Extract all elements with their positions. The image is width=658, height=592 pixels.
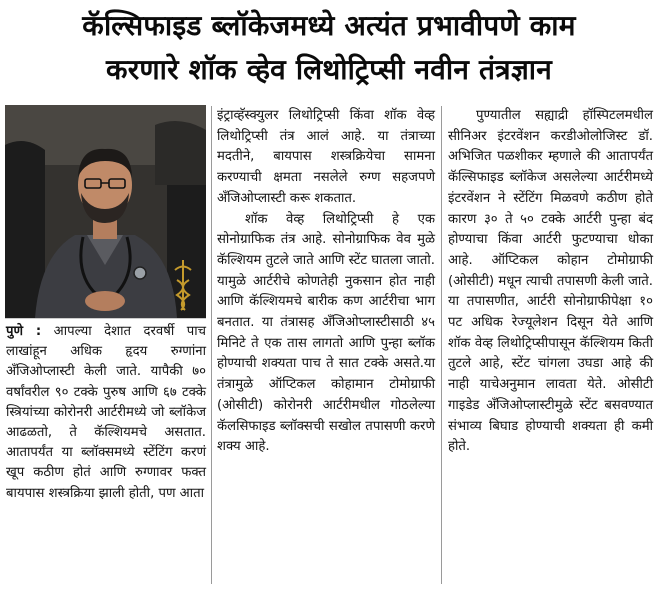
column-middle-paragraph-2: शॉक वेव्ह लिथोट्रिप्सी हे एक सोनोग्राफिक तंत्र आहे. सोनोग्राफिक वेव मुळे कॅल्शियम तुटले जाते आणि स्टेंट घातला जातो. यामुळे आर्टरीचे कोणतेही नुकसान होत नाही आणि कॅल्शियमचे बारीक कण आर्टरीचा भाग बनतात. या तंत्रासह अँजिओप्लास्टीसाठी ४५ मिनिटे ते एक तास लागतो आणि पुन्हा ब्लॉक होण्याची शक्यता पाच ते सात टक्के असते.या तंत्रामुळे ऑप्टिकल कोहामान टोमोग्राफी (ओसीटी) कोरोनरी आर्टरीमधील गोठलेल्या कॅलसिफाइड ब्लॉक्सची सखोल तपासणी करणे शक्य आहे. [217, 211, 435, 455]
dateline: पुणे : [6, 324, 42, 339]
column-left-paragraph [6, 322, 206, 504]
doctor-photo [5, 105, 206, 319]
column-middle-paragraph-1: इंट्राव्हॅस्क्युलर लिथोट्रिप्सी किंवा शॉक वेव्ह लिथोट्रिप्सी तंत्र आलं आहे. या तंत्राच्या मदतीने, बायपास शस्त्रक्रियेचा सामना करण्याची क्षमता नसलेले रुग्ण सहजपणे अँजिओप्लास्टी करू शकतात. [217, 108, 435, 206]
headline [6, 4, 652, 96]
column-divider [211, 106, 212, 584]
column-right-paragraph-1: पुण्यातील सह्याद्री हॉस्पिटलमधील सीनिअर इंटरवेंशन करडीओलोजिस्ट डॉ. अभिजित पळशीकर म्हणाले की आतापर्यंत कॅल्सिफाइड ब्लॉकेज असलेल्या आर्टरीमध्ये इंटरवेंशन ने स्टेंटिंग मिळवणे कठीण होते कारण ३० ते ५० टक्के आर्टरी पुन्हा बंद होण्याचा किंवा आर्टरी फुटण्याचा धोका आहे. ऑप्टिकल कोहान टोमोग्राफी (ओसीटी) मधून त्याची तपासणी केली जाते. या तपासणीत, आर्टरी सोनोग्राफीपेक्षा १० पट अधिक रेज्यूलेशन दिसून येते आणि शॉक वेव्ह लिथोट्रिप्सीपासून कॅल्शियम किती तुटले आहे, स्टेंट चांगला उघडा आहे की नाही याचेअनुमान लावता येते. ओसीटी गाइडेड अँजिओप्लास्टीमुळे स्टेंट बसवण्यात संभाव्य बिघाड होण्याची शक्यता ही कमी होते. [448, 108, 653, 455]
doctor-portrait-image [5, 105, 206, 318]
article-column-middle [217, 106, 435, 458]
headline-line-2: करणारे शॉक व्हेव लिथोट्रिप्सी नवीन तंत्रज्ञान [106, 53, 552, 86]
article-column-right [448, 106, 653, 458]
column-left-text: आपल्या देशात दरवर्षी पाच लाखांहून अधिक हृदय रुग्णांना अँजिओप्लास्टी केली जाते. यापैकी ७० वर्षांवरील ९० टक्के पुरुष आणि ६७ टक्के स्त्रियांच्या कोरोनरी आर्टरीमध्ये जो ब्लॉकेज आढळतो, ते कॅल्शियमचे असतात. आतापर्यंत या ब्लॉक्समध्ये स्टेंटिंग करणं खूप कठीण होतं आणि रुग्णावर फक्त बायपास शस्त्रक्रिया झाली होती, पण आता [6, 324, 206, 501]
column-divider [441, 106, 442, 584]
article-column-left [6, 322, 206, 504]
headline-line-1: कॅल्सिफाइड ब्लॉकेजमध्ये अत्यंत प्रभावीपणे काम [82, 9, 576, 42]
